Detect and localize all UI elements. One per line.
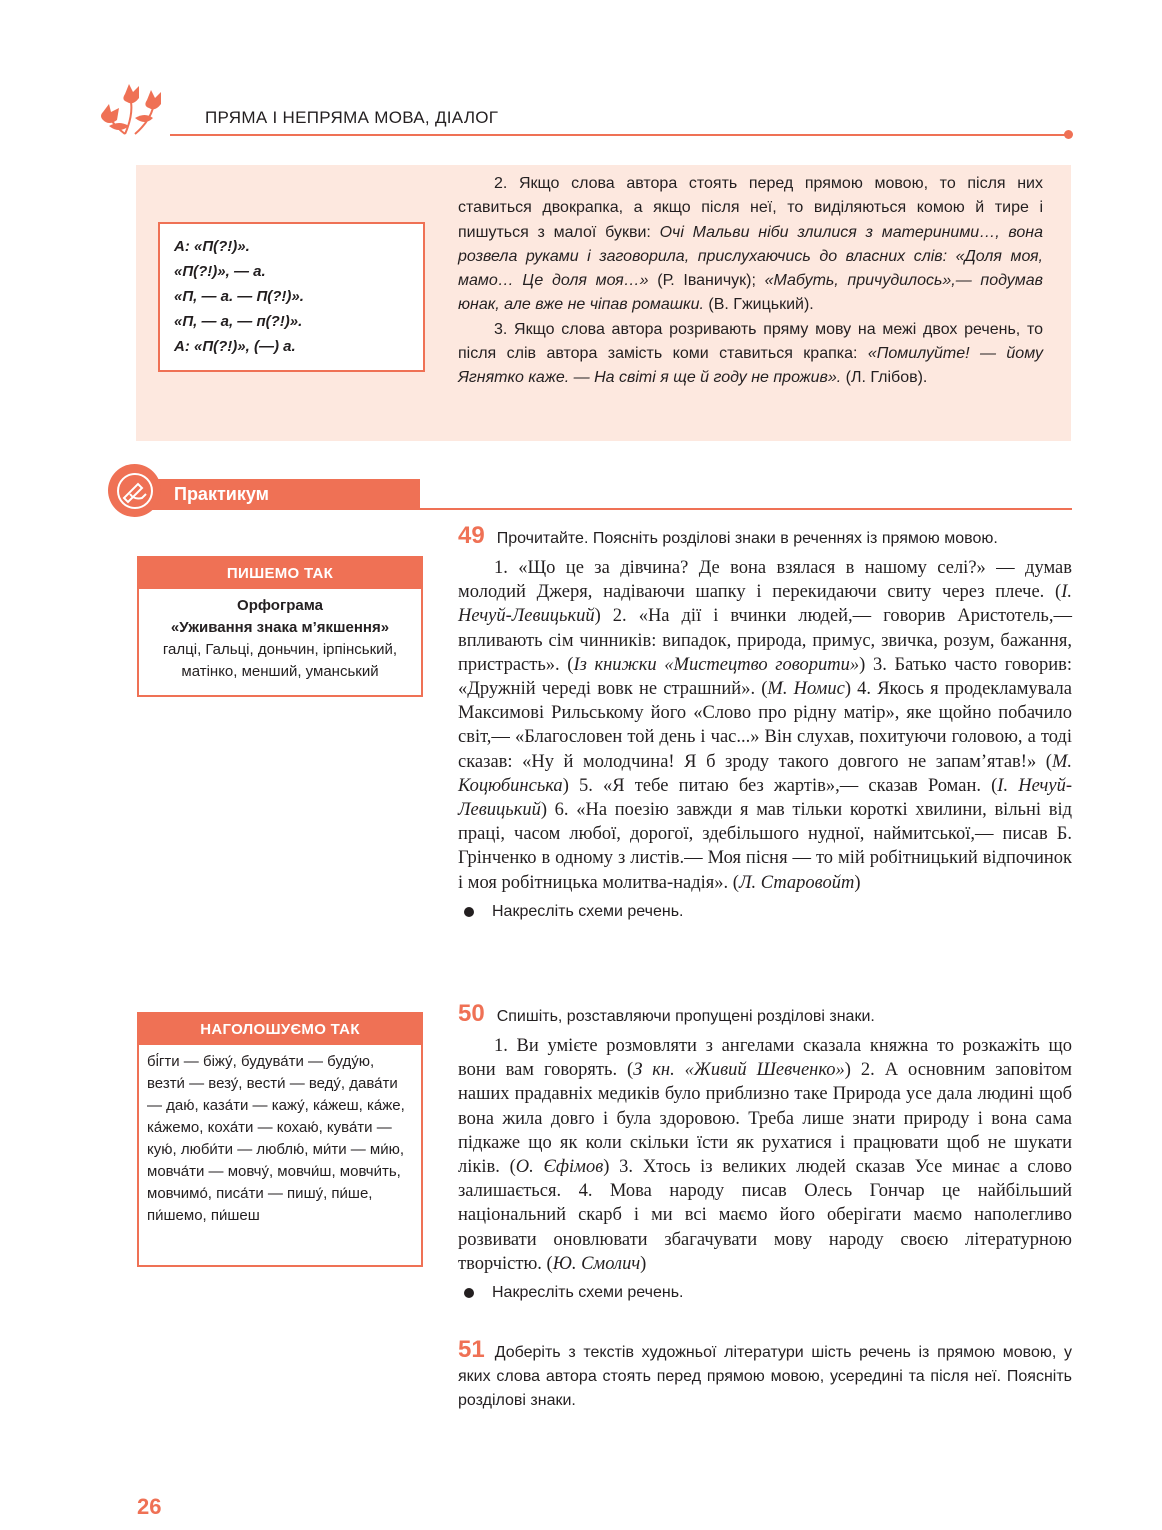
rule-text-span: 3. Якщо слова автора розривають пряму мову на межі двох речень, то після слів автора замість коми ставиться крапка:	[458, 320, 1043, 363]
exercise-source: І. Нечуй-Левицький	[458, 775, 1073, 821]
spelling-tip-body	[139, 589, 421, 689]
spelling-tip-rule: «Уживання знака м’якшення»	[170, 619, 390, 636]
stress-tip-box	[137, 1012, 423, 1267]
exercise-number: 51	[458, 1336, 485, 1363]
exercise-instruction: Прочитайте. Поясніть розділові знаки в реченнях із прямою мовою.	[496, 530, 998, 547]
schema-line: «П(?!)», — а.	[174, 263, 266, 280]
exercise-sentence: 1. «Що це за дівчина? Де вона взялася в нашому селі?» — думав молодий Джеря, надіваючи шапку і перекидаючи свиту через плече. (	[458, 558, 1072, 603]
rule-text	[458, 172, 1043, 391]
rule-example: «Мабуть, причудилось»,— подумав юнак, але вже не чіпав ромашки.	[458, 272, 1044, 314]
stress-tip-words: бі́гти — біжу́, будува́ти — буду́ю, везти́ — везу́, вести́ — веду́, дава́ти — даю́, каза́ти — кажу́, ка́жеш, ка́же, ка́жемо, коха́ти — кохаю́, кува́ти — кую́, люби́ти — люблю́, ми́ти — ми́ю, мовча́ти — мовчу́, мовчи́ш, мовчи́ть, мовчимо́, писа́ти — пишу́, пи́ше, пи́шемо, пи́шеш	[147, 1053, 405, 1224]
exercise-header	[458, 522, 1072, 550]
page-header	[95, 82, 1080, 142]
exercise-instruction: Спишіть, розставляючи пропущені розділові знаки.	[496, 1008, 875, 1025]
exercise-51	[458, 1338, 1072, 1413]
spelling-tip-title: ПИШЕМО ТАК	[139, 558, 421, 589]
exercise-sentence: 1. Ви умієте розмовляти з ангелами сказала княжна то розкажіть що вони вам говорять. (	[458, 1036, 1072, 1081]
exercise-source: І. Нечуй-Левицький	[458, 582, 1072, 627]
exercise-source: З кн. «Живий Шевченко»	[633, 1060, 845, 1081]
exercise-49	[458, 522, 1072, 921]
exercise-instruction: Доберіть з текстів художньої літератури шість речень із прямою мовою, у яких слова автора стоять перед прямою мовою, усередині та після неї. Поясніть розділові знаки.	[458, 1344, 1072, 1409]
exercise-task	[458, 1284, 1072, 1302]
rule-3	[458, 318, 1043, 391]
spelling-tip-subtitle: Орфограма	[237, 597, 323, 614]
practicum-heading	[108, 464, 1072, 522]
exercise-task	[458, 903, 1072, 921]
exercise-sentence: ) 4. Якось я продекламувала Максимові Рильському його «Слово про рідну матір», яке щойно побачило світ,— «Благословен той день і час...» Він слухав, похитуючи головою, а тоді сказав: «Ну й молодчина! Я б зроду такого довгого не запам’ятав!» (	[458, 679, 1072, 772]
schema-line: «П, — а. — П(?!)».	[174, 288, 304, 305]
spelling-tip-box	[137, 556, 423, 697]
schema-line: «П, — а, — п(?!)».	[174, 313, 303, 330]
exercise-sentence: ) 2. «На дії і вчинки людей,— говорив Аристотель,— впливають сім чинників: випадок, природа, примус, звичка, розум, бажання, пристрасть». (	[458, 606, 1072, 675]
exercise-text	[458, 1034, 1072, 1276]
rule-source: (Л. Глібов).	[841, 369, 928, 387]
exercise-source: Л. Старовойт	[738, 872, 855, 893]
page-number: 26	[137, 1494, 162, 1519]
header-divider-dot	[1064, 130, 1073, 139]
exercise-task-text: Накресліть схеми речень.	[492, 1284, 684, 1302]
exercise-source: М. Номис	[767, 679, 845, 700]
exercise-source: М. Коцюбинська	[458, 751, 1072, 796]
exercise-sentence: ) 6. «На поезію завжди я мав тільки короткі хвилини, вільні від праці, часом любої, дорогої, здебільшого нудної, наймитської,— писав Б. Грінченко в одному з листів.— Моя пісня — то мій робітницький відпочинок і моя робітницька молитва-надія». (	[458, 800, 1072, 893]
rule-2	[458, 172, 1043, 318]
stress-tip-title: НАГОЛОШУЄМО ТАК	[139, 1014, 421, 1045]
spelling-tip-words: галці, Гальці, доньчин, ірпінський, матінко, менший, уманський	[162, 641, 398, 680]
exercise-sentence: ) 3. Хтось із великих людей сказав Усе минає а слово залишається. 4. Мова народу писав Олесь Гончар це найбільший національний скарб і ми всі маємо його оберігати маємо наполегливо розвивати оновлювати збагачувати мову народу своєю літературною творчістю. (	[458, 1157, 1072, 1274]
exercise-task-text: Накресліть схеми речень.	[492, 902, 684, 920]
exercise-number: 49	[458, 522, 485, 549]
header-divider	[170, 134, 1069, 136]
exercise-sentence: ) 5. «Я тебе питаю без жартів»,— сказав Роман. (	[562, 775, 998, 796]
schema-line: А: «П(?!)», (—) а.	[174, 338, 296, 355]
exercise-sentence: ) 3. Батько часто говорив: «Дружній череді вовк не страшний». (	[458, 654, 1073, 700]
exercise-source: Ю. Смолич	[552, 1253, 641, 1274]
exercise-text	[458, 556, 1072, 895]
exercise-number: 50	[458, 1000, 485, 1027]
page-header-title: ПРЯМА І НЕПРЯМА МОВА, ДІАЛОГ	[205, 108, 499, 127]
rule-example: Очі Мальви ніби злилися з материними…, вона розвела руками і заговорила, прислухаючись до власних слів: «Доля моя, мамо… Це доля моя…»	[458, 223, 1044, 290]
flower-ornament-icon	[95, 82, 205, 142]
exercise-sentence: ) 2. А основним заповітом наших прадавніх медиків було приблизно таке Природа усе дала людині щоб вона жила довго і була здоровою. Треба лише знати природу і вона сама підкаже що як коли скільки їсти як рухатися і працювати щоб не шукати ліків. (	[458, 1060, 1072, 1178]
exercise-header	[458, 1000, 1072, 1028]
rule-text-span: 2. Якщо слова автора стоять перед прямою мовою, то після них ставиться двокрапка, а якщо після неї, то виділяються комою й тире і пишуться з малої букви:	[458, 175, 1043, 241]
exercise-sentence: )	[854, 872, 861, 893]
practicum-label: Практикум	[174, 484, 269, 504]
bullet-icon	[464, 1288, 474, 1298]
rule-source: (В. Гжицький).	[703, 296, 814, 314]
writing-hand-icon	[116, 472, 154, 510]
bullet-icon	[464, 907, 474, 917]
schema-line: А: «П(?!)».	[174, 238, 250, 255]
exercise-50	[458, 1000, 1072, 1302]
exercise-source: О. Єфімов	[515, 1157, 604, 1178]
rule-source: (Р. Іваничук);	[648, 272, 765, 290]
exercise-source: Із книжки «Мистецтво говорити»	[573, 654, 860, 675]
exercise-sentence: )	[640, 1253, 647, 1274]
rule-example: «Помилуйте! — йому Ягнятко каже. — На світі я ще й году не прожив».	[458, 345, 1043, 387]
punctuation-schema-box	[158, 222, 425, 372]
